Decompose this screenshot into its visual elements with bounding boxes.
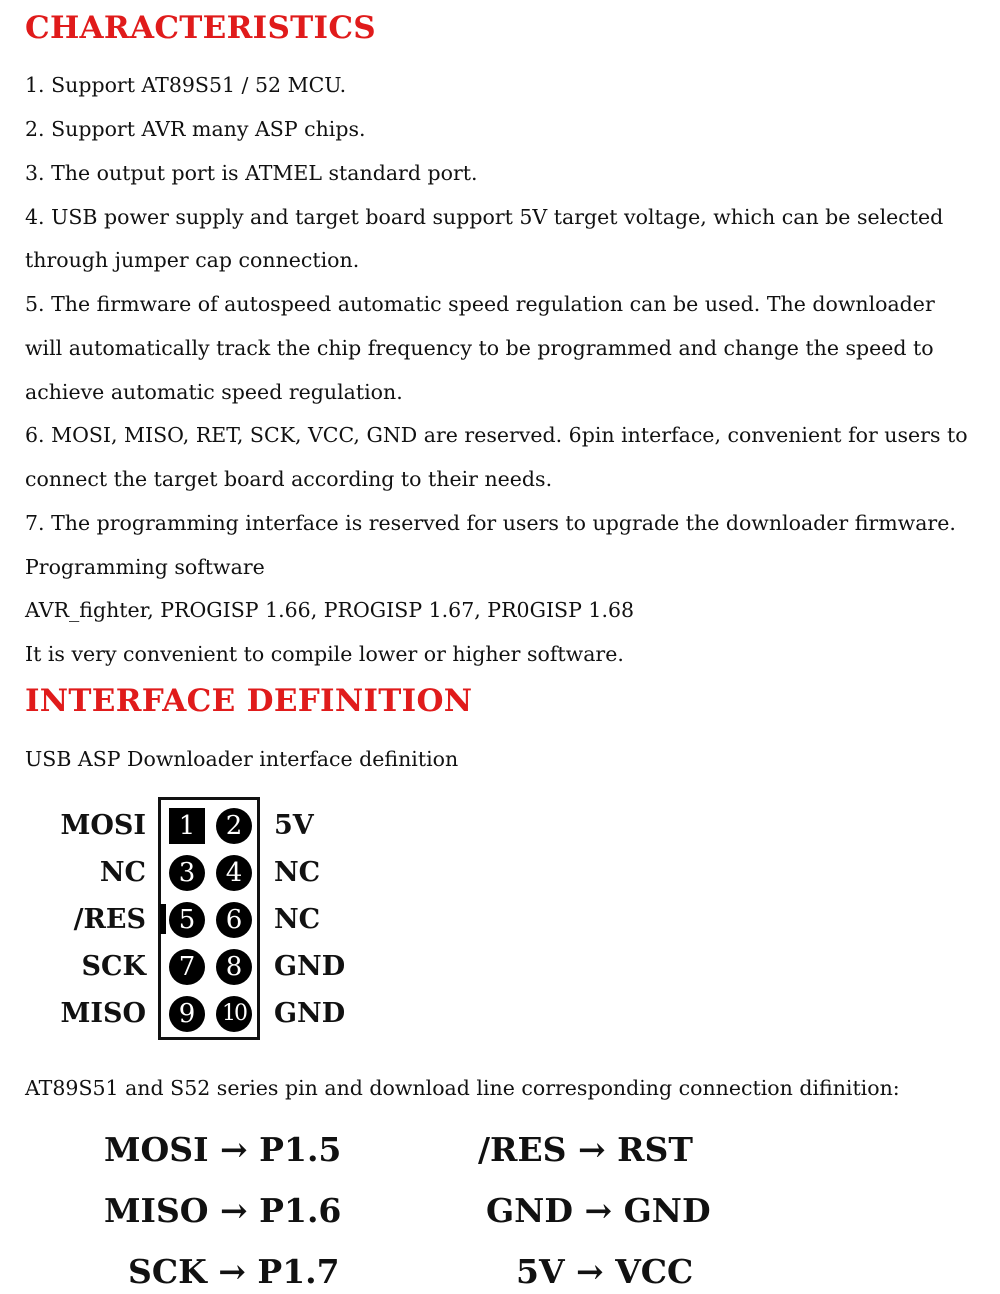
connection-5v: 5V → VCC: [516, 1252, 694, 1291]
pin-label-res: /RES: [73, 904, 146, 935]
characteristics-line: connect the target board according to their needs.: [25, 467, 553, 491]
pin-label-nc: NC: [99, 857, 146, 888]
interface-heading: INTERFACE DEFINITION: [25, 683, 473, 719]
pin-label-nc: NC: [274, 857, 321, 888]
pin-label-nc: NC: [274, 904, 321, 935]
connection-gnd: GND → GND: [486, 1191, 711, 1230]
pin-7: 7: [169, 949, 205, 985]
pin-6: 6: [216, 902, 252, 938]
characteristics-line: 6. MOSI, MISO, RET, SCK, VCC, GND are reserved. 6pin interface, convenient for users to: [25, 423, 968, 447]
characteristics-line: 5. The firmware of autospeed automatic speed regulation can be used. The downloader: [25, 292, 935, 316]
connection-sck: SCK → P1.7: [128, 1252, 340, 1291]
interface-subtitle: USB ASP Downloader interface definition: [25, 747, 459, 771]
pin-label-5v: 5V: [274, 810, 314, 841]
characteristics-line: It is very convenient to compile lower or higher software.: [25, 642, 624, 666]
pin-label-miso: MISO: [60, 998, 146, 1029]
characteristics-line: 4. USB power supply and target board support 5V target voltage, which can be selected: [25, 205, 944, 229]
pin-label-mosi: MOSI: [60, 810, 146, 841]
pin-label-gnd: GND: [274, 951, 346, 982]
characteristics-line: 2. Support AVR many ASP chips.: [25, 117, 366, 141]
connection-res: /RES → RST: [478, 1130, 693, 1169]
characteristics-line: achieve automatic speed regulation.: [25, 380, 403, 404]
connection-miso: MISO → P1.6: [104, 1191, 342, 1230]
pin-10: 10: [216, 996, 252, 1032]
pin-3: 3: [169, 855, 205, 891]
characteristics-line: 3. The output port is ATMEL standard port.: [25, 161, 478, 185]
characteristics-line: Programming software: [25, 555, 265, 579]
pin-2: 2: [216, 808, 252, 844]
pin-8: 8: [216, 949, 252, 985]
pin-5: 5: [169, 902, 205, 938]
reset-pin-marker: [160, 904, 166, 934]
characteristics-line: 1. Support AT89S51 / 52 MCU.: [25, 73, 347, 97]
characteristics-line: AVR_fighter, PROGISP 1.66, PROGISP 1.67, PR0GISP 1.68: [25, 598, 635, 622]
characteristics-heading: CHARACTERISTICS: [25, 10, 376, 46]
pin-9: 9: [169, 996, 205, 1032]
characteristics-line: will automatically track the chip frequency to be programmed and change the speed to: [25, 336, 934, 360]
connection-mosi: MOSI → P1.5: [104, 1130, 342, 1169]
connection-title: AT89S51 and S52 series pin and download line corresponding connection difinition:: [25, 1076, 900, 1100]
characteristics-line: 7. The programming interface is reserved for users to upgrade the downloader firmware.: [25, 511, 956, 535]
pin-1: 1: [169, 808, 205, 844]
characteristics-line: through jumper cap connection.: [25, 248, 360, 272]
pin-4: 4: [216, 855, 252, 891]
pin-label-sck: SCK: [81, 951, 146, 982]
pin-label-gnd: GND: [274, 998, 346, 1029]
